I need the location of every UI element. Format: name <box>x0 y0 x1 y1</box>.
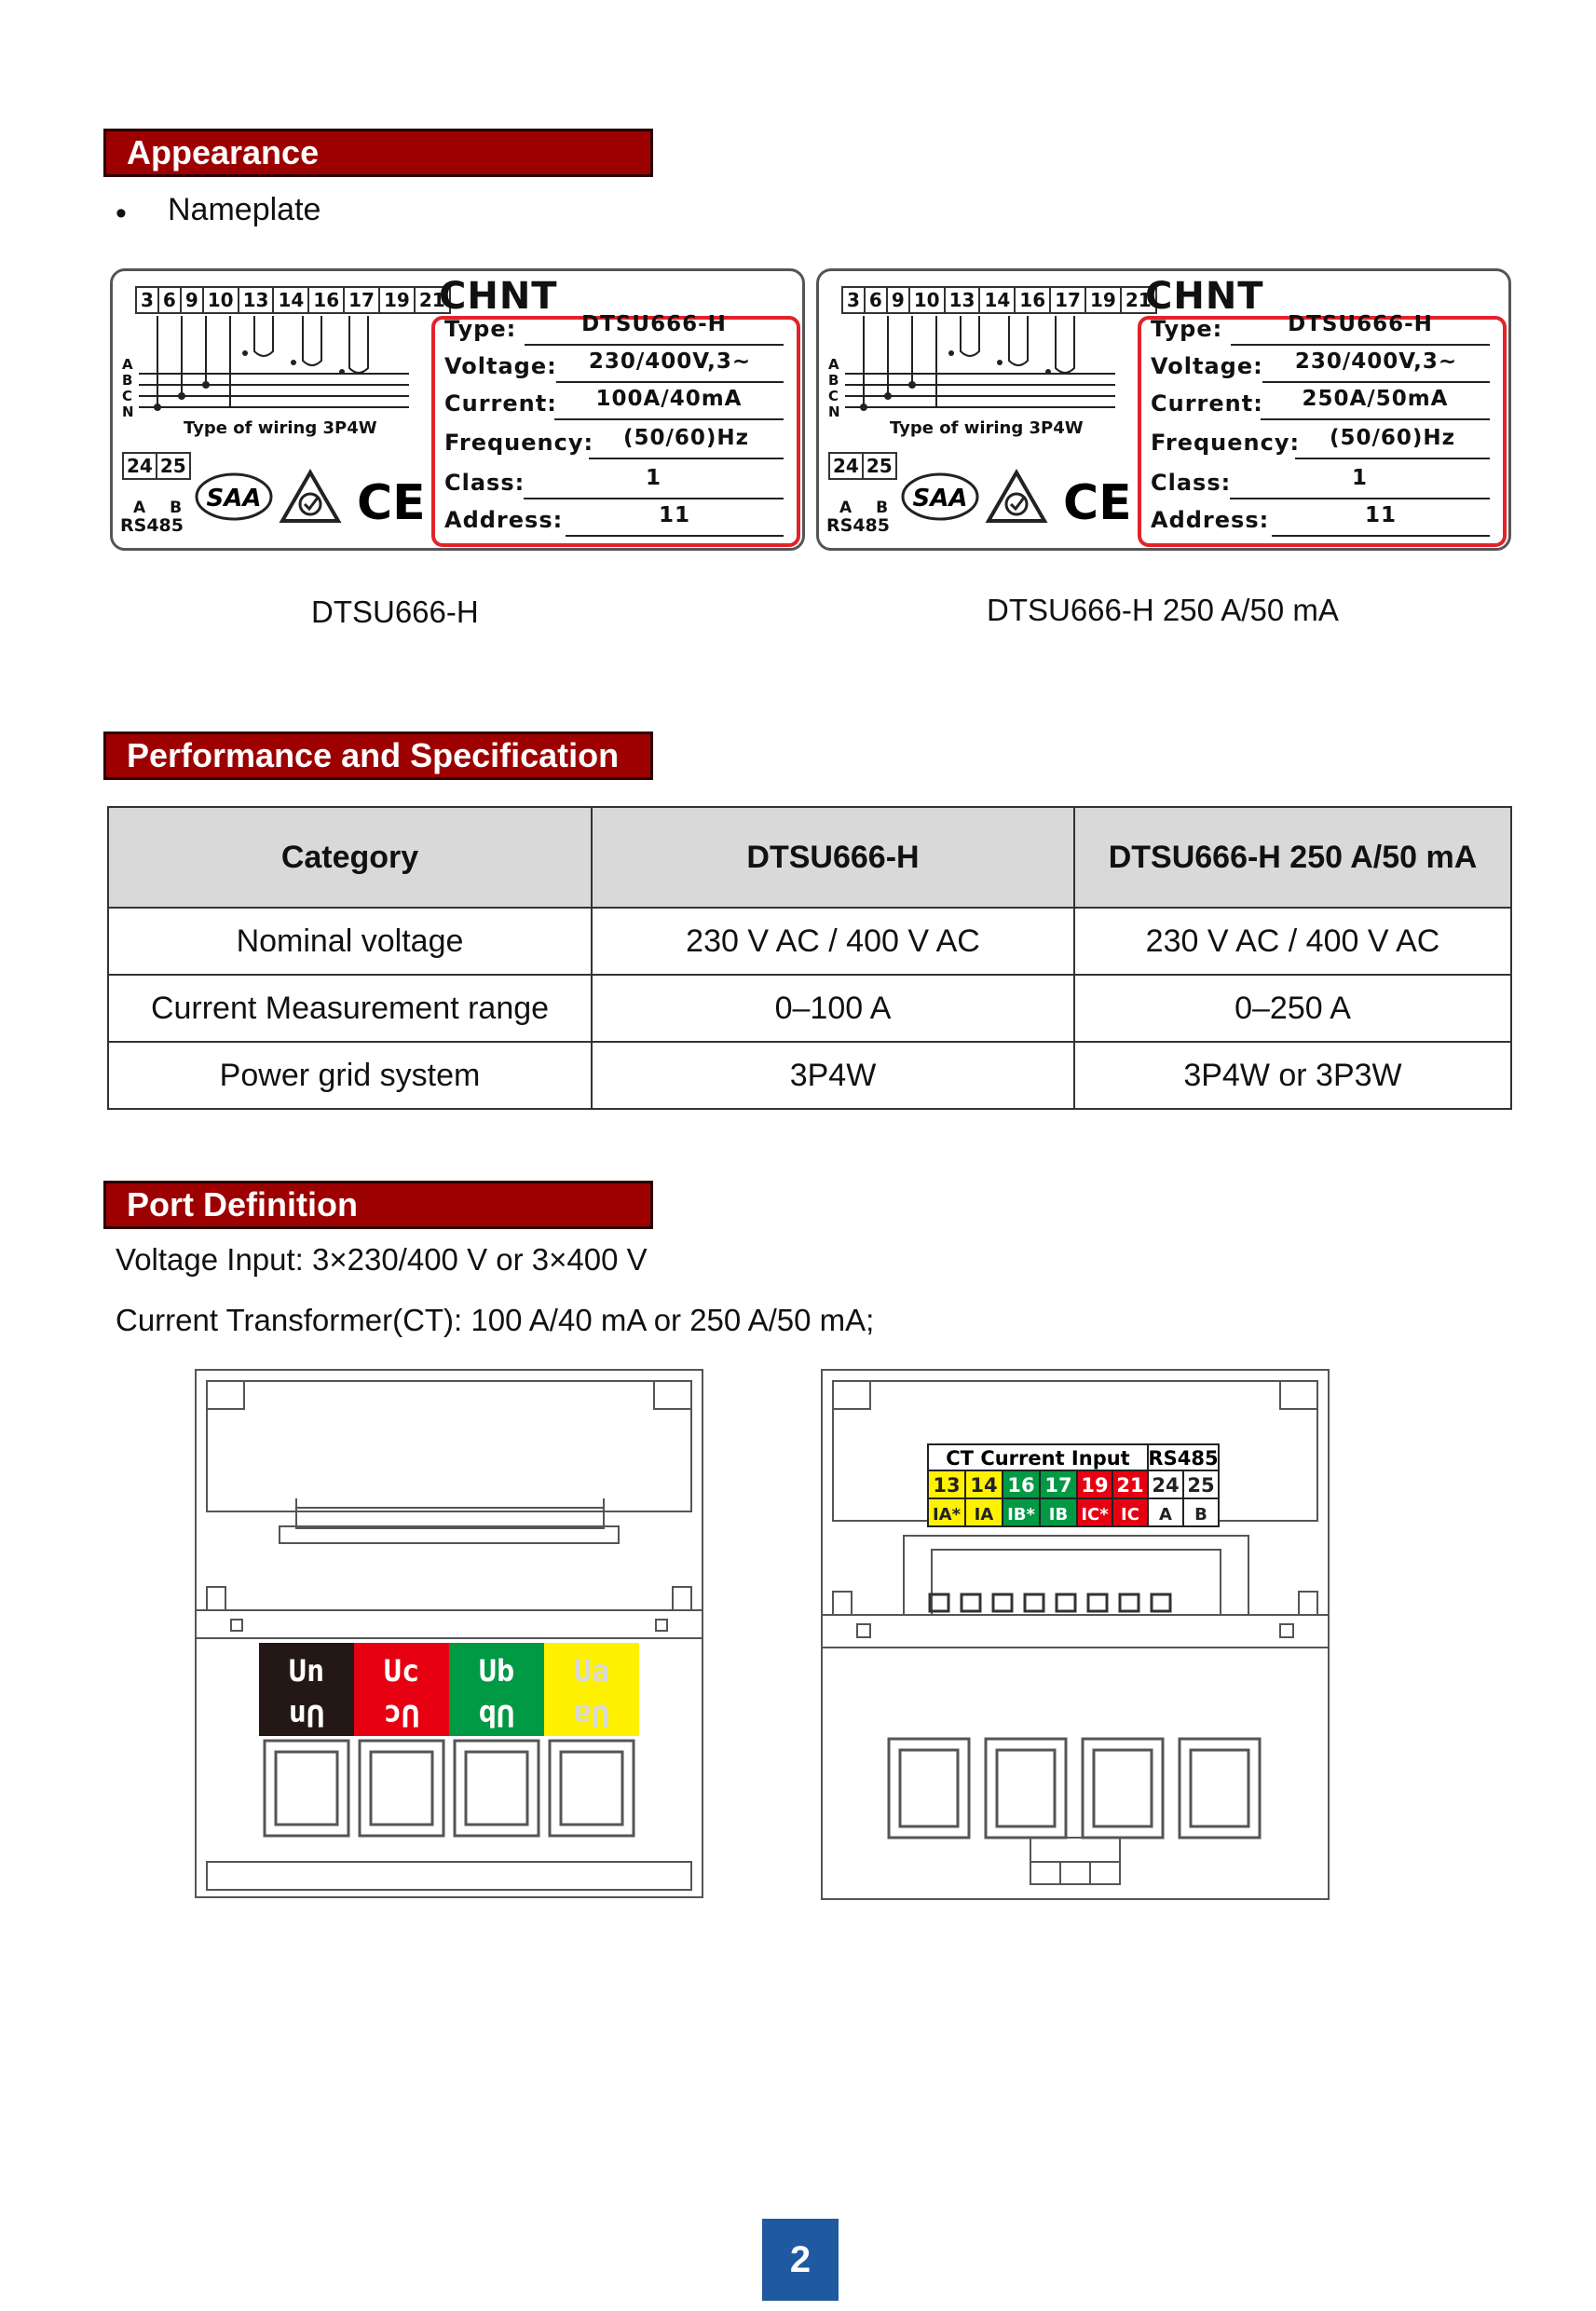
nameplate-caption-2: DTSU666-H 250 A/50 mA <box>987 593 1339 627</box>
voltage-terminal-labels <box>259 1643 639 1736</box>
ct-input-block <box>928 1444 1219 1526</box>
header-model-1: DTSU666-H <box>592 807 1074 908</box>
terminal-numbers <box>841 286 1157 314</box>
terminal-number: 6 <box>159 288 182 312</box>
spec-underline <box>554 418 784 420</box>
rs485-ab-label: A B <box>133 499 192 517</box>
ct-current-input-title: CT Current Input <box>946 1447 1130 1470</box>
header-category: Category <box>108 807 592 908</box>
page-number: 2 <box>762 2219 839 2301</box>
ct-terminal-number: 25 <box>1187 1474 1215 1497</box>
terminal-uc-label-inverted: Uc <box>383 1698 420 1733</box>
spec-label-voltage: Voltage: <box>444 353 557 379</box>
terminal-number: 13 <box>239 288 275 312</box>
ct-terminal-name: IA <box>974 1505 994 1525</box>
terminal-ub-label: Ub <box>478 1653 515 1689</box>
spec-value-address: 11 <box>658 503 690 527</box>
table-cell: 0–100 A <box>592 975 1074 1042</box>
rs485-ab-label: A B <box>839 499 898 517</box>
table-row <box>108 1042 1511 1109</box>
rs485-terminal-number: 25 <box>866 455 893 477</box>
ct-terminal-name: IB* <box>1007 1505 1035 1525</box>
spec-label-current: Current: <box>444 390 557 417</box>
spec-underline <box>524 498 784 499</box>
spec-label-address: Address: <box>1151 507 1270 533</box>
spec-table <box>107 806 1512 1110</box>
spec-label-address: Address: <box>444 507 564 533</box>
table-row <box>108 908 1511 975</box>
section-header-port: Port Definition <box>103 1181 653 1229</box>
ct-text: Current Transformer(CT): 100 A/40 mA or 250 A/50 mA; <box>116 1303 875 1337</box>
terminal-number: 16 <box>1016 288 1051 312</box>
ct-terminal-name: IC* <box>1081 1505 1109 1525</box>
spec-value-current: 100A/40mA <box>595 387 743 411</box>
rs485-label: RS485 <box>826 515 890 536</box>
terminal-number: 9 <box>888 288 910 312</box>
spec-underline <box>1262 381 1490 383</box>
spec-underline <box>589 458 784 459</box>
meter-ct-side-drawing <box>820 1368 1330 1901</box>
ct-terminal-name: IC <box>1121 1505 1139 1525</box>
nameplate-2 <box>816 268 1511 551</box>
terminal-un-label: Un <box>288 1653 325 1689</box>
terminal-number: 19 <box>1086 288 1122 312</box>
table-cell: Current Measurement range <box>108 975 592 1042</box>
terminal-number: 21 <box>418 289 445 311</box>
table-cell: 230 V AC / 400 V AC <box>592 908 1074 975</box>
rs485-terminal-number: 24 <box>830 454 864 478</box>
spec-label-current: Current: <box>1151 390 1263 417</box>
nameplate-bullet-text: Nameplate <box>168 192 321 227</box>
spec-value-type: DTSU666-H <box>1288 312 1433 336</box>
rcm-mark-icon <box>989 472 1044 521</box>
terminal-number: 3 <box>137 288 159 312</box>
ct-terminal-name: A <box>1159 1505 1172 1525</box>
spec-value-current: 250A/50mA <box>1302 387 1449 411</box>
spec-underline <box>1272 535 1490 537</box>
wiring-type-label: Type of wiring 3P4W <box>184 418 377 438</box>
spec-value-frequency: (50/60)Hz <box>1329 426 1456 450</box>
spec-label-frequency: Frequency: <box>1151 430 1301 456</box>
table-row <box>108 975 1511 1042</box>
spec-value-voltage: 230/400V,3~ <box>588 349 752 374</box>
section-header-appearance: Appearance <box>103 129 653 177</box>
spec-value-class: 1 <box>1351 466 1368 490</box>
wiring-diagram <box>139 316 418 418</box>
svg-text:CE: CE <box>1063 475 1132 530</box>
rs485-terminal-number: 24 <box>124 454 157 478</box>
svg-text:SAA: SAA <box>912 485 968 513</box>
ce-mark-icon <box>1063 475 1132 530</box>
spec-underline <box>1231 344 1490 346</box>
ct-terminal-number: 19 <box>1081 1474 1109 1497</box>
svg-text:CE: CE <box>357 475 426 530</box>
spec-underline <box>1295 458 1490 459</box>
ct-terminal-number: 24 <box>1152 1474 1180 1497</box>
nameplate-caption-1: DTSU666-H <box>311 595 479 629</box>
rs485-terminal-number: 25 <box>159 455 186 477</box>
table-cell: 0–250 A <box>1074 975 1511 1042</box>
table-cell: Power grid system <box>108 1042 592 1109</box>
spec-underline <box>566 535 784 537</box>
spec-value-frequency: (50/60)Hz <box>622 426 750 450</box>
saa-mark-icon <box>903 474 977 519</box>
terminal-un-label-inverted: Un <box>288 1698 325 1733</box>
ct-terminal-number: 13 <box>933 1474 961 1497</box>
terminal-number: 17 <box>1051 288 1086 312</box>
rs485-label: RS485 <box>120 515 184 536</box>
terminal-number: 19 <box>380 288 416 312</box>
terminal-number: 10 <box>910 288 946 312</box>
wiring-type-label: Type of wiring 3P4W <box>890 418 1084 438</box>
ct-terminal-number: 14 <box>970 1474 998 1497</box>
section-header-performance: Performance and Specification <box>103 732 653 780</box>
spec-label-voltage: Voltage: <box>1151 353 1263 379</box>
svg-text:SAA: SAA <box>206 485 262 513</box>
header-model-2: DTSU666-H 250 A/50 mA <box>1074 807 1511 908</box>
terminal-number: 16 <box>309 288 345 312</box>
ce-mark-icon <box>357 475 426 530</box>
terminal-number: 17 <box>345 288 380 312</box>
phase-letters: A B C N <box>828 356 840 420</box>
terminal-number: 14 <box>274 288 309 312</box>
spec-underline <box>525 344 784 346</box>
ct-terminal-name: IA* <box>932 1505 962 1525</box>
rcm-mark-icon <box>282 472 338 521</box>
spec-value-address: 11 <box>1364 503 1397 527</box>
spec-value-voltage: 230/400V,3~ <box>1294 349 1458 374</box>
ct-terminal-name: IB <box>1048 1505 1069 1525</box>
saa-mark-icon <box>197 474 271 519</box>
spec-underline <box>1230 498 1490 499</box>
spec-label-type: Type: <box>444 316 517 342</box>
voltage-input-text: Voltage Input: 3×230/400 V or 3×400 V <box>116 1242 648 1277</box>
spec-label-class: Class: <box>1151 470 1232 496</box>
terminal-numbers <box>135 286 451 314</box>
certification-marks <box>899 465 1132 530</box>
table-cell: 3P4W or 3P3W <box>1074 1042 1511 1109</box>
terminal-ua-label-inverted: Ua <box>573 1698 610 1733</box>
table-cell: 230 V AC / 400 V AC <box>1074 908 1511 975</box>
spec-underline <box>1261 418 1490 420</box>
ct-terminal-number: 16 <box>1007 1474 1035 1497</box>
table-header-row <box>108 807 1511 908</box>
chint-logo: CHNT <box>439 275 558 318</box>
ct-terminal-name: B <box>1194 1505 1207 1525</box>
ct-terminal-number: 21 <box>1116 1474 1144 1497</box>
terminal-uc-label: Uc <box>383 1653 420 1689</box>
terminal-number: 3 <box>843 288 866 312</box>
certification-marks <box>193 465 426 530</box>
wiring-diagram <box>845 316 1125 418</box>
nameplate-spec-box <box>431 312 800 547</box>
terminal-number: 9 <box>182 288 204 312</box>
terminal-number: 10 <box>204 288 239 312</box>
terminal-number: 6 <box>866 288 888 312</box>
spec-label-class: Class: <box>444 470 525 496</box>
rs485-title: RS485 <box>1148 1447 1219 1470</box>
nameplate-1 <box>110 268 805 551</box>
terminal-ua-label: Ua <box>573 1653 610 1689</box>
nameplate-spec-box <box>1138 312 1507 547</box>
terminal-number: 21 <box>1125 289 1152 311</box>
rs485-terminals <box>828 452 897 480</box>
spec-value-class: 1 <box>645 466 662 490</box>
spec-underline <box>556 381 784 383</box>
terminal-ub-label-inverted: Ub <box>478 1698 515 1733</box>
ct-terminal-number: 17 <box>1044 1474 1072 1497</box>
spec-label-frequency: Frequency: <box>444 430 594 456</box>
spec-value-type: DTSU666-H <box>581 312 727 336</box>
spec-label-type: Type: <box>1151 316 1223 342</box>
bullet-dot: • <box>116 196 127 231</box>
phase-letters: A B C N <box>122 356 134 420</box>
meter-voltage-side-drawing <box>194 1368 704 1899</box>
table-cell: 3P4W <box>592 1042 1074 1109</box>
terminal-number: 14 <box>980 288 1016 312</box>
rs485-terminals <box>122 452 191 480</box>
table-cell: Nominal voltage <box>108 908 592 975</box>
terminal-number: 13 <box>946 288 981 312</box>
chint-logo: CHNT <box>1145 275 1264 318</box>
